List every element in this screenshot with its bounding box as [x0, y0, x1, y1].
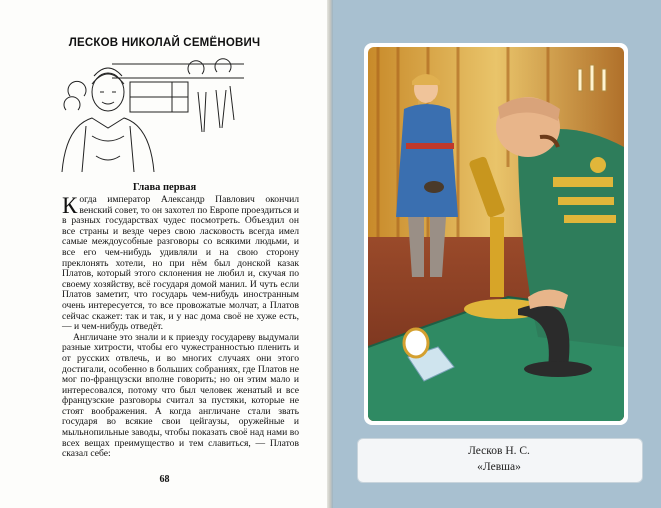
paragraph-1: [62, 195, 299, 333]
chapter-heading: Глава первая: [132, 182, 197, 193]
microscope-scene-illustration: [368, 47, 624, 421]
paragraph-1-text: огда император Александр Павлович окончил венский совет, то он захотел по Европе проездиться и в разных государствах чудес посмотреть. Объездил он все страны и везде через свою ласковость всегда имел самые междоусобные разговоры со всякими людьми, и все его чем-нибудь удивляли и на свою сторону преклонять хотели, но при нём был донской казак Платов, который этого склонения не любил и, скучая по своему хозяйству, всё государя домой манил. И чуть если Платов заметит, что государь чем-нибудь иностранным очень интересуется, то все провожатые молчат, а Платов сейчас скажет: так и так, и у нас дома своё не хуже есть, — и чем-нибудь отведёт.: [62, 194, 299, 333]
body-text: [62, 195, 299, 460]
caption-author: Лесков Н. С.: [468, 445, 530, 457]
paragraph-2: Англичане это знали и к приезду государеву выдумали разные хитрости, чтобы его чужестранностью пленить и от русских отвлечь, и во многих случаях они этого достигали, особенно в больших собраниях, где Платов не мог по-французски вполне говорить; но он этим мало и интересовался, потому что был человек женатый и все французские разговоры считал за пустяки, которые не стоят воображения. А когда англичане стали звать государя во всякие свои цейгаузы, оружейные и мыльнопильные заводы, чтобы показать своё над нами во всех вещах преимущество и тем славиться, — Платов сказал себе:: [62, 331, 299, 460]
caption-title: «Левша»: [477, 461, 521, 473]
drop-cap: К: [62, 193, 78, 218]
author-heading: ЛЕСКОВ НИКОЛАЙ СЕМЁНОВИЧ: [68, 37, 261, 49]
blacksmith-portrait-illustration: [52, 56, 244, 172]
page-number: 68: [159, 474, 170, 485]
